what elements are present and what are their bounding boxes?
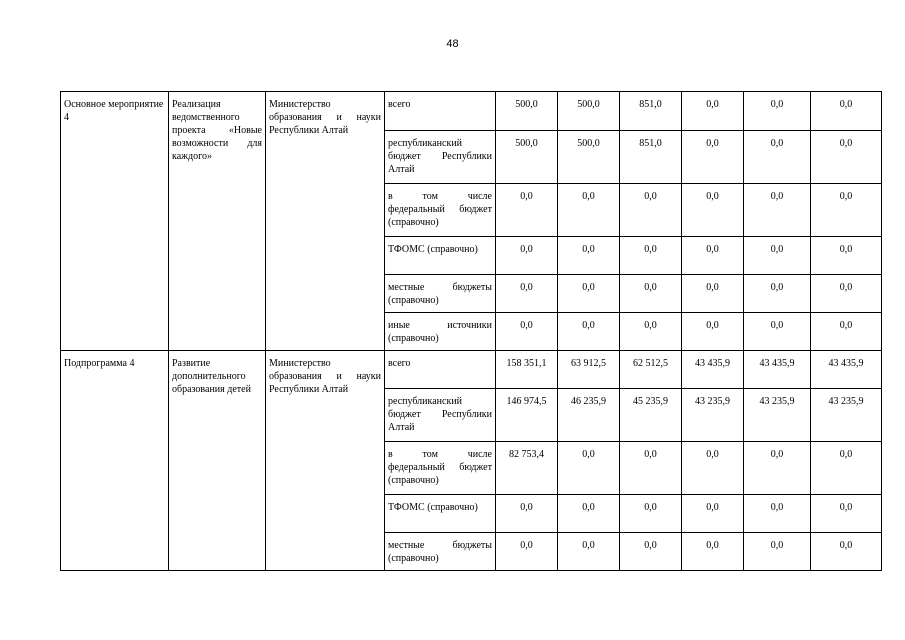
value-cell: 0,0: [744, 92, 811, 131]
funding-source-cell: в том числе федеральный бюджет (справочно): [385, 442, 496, 495]
funding-source-cell: местные бюджеты (справочно): [385, 533, 496, 571]
value-cell: 0,0: [811, 495, 882, 533]
value-cell: 0,0: [682, 237, 744, 275]
value-cell: 0,0: [811, 131, 882, 184]
value-cell: 0,0: [682, 92, 744, 131]
value-cell: 500,0: [496, 131, 558, 184]
value-cell: 0,0: [682, 533, 744, 571]
value-cell: 0,0: [682, 442, 744, 495]
executor-cell: Министерство образования и науки Республики Алтай: [266, 92, 385, 351]
value-cell: 0,0: [744, 495, 811, 533]
value-cell: 0,0: [620, 495, 682, 533]
program-description-cell: Развитие дополнительного образования детей: [169, 351, 266, 571]
value-cell: 0,0: [682, 313, 744, 351]
value-cell: 0,0: [558, 184, 620, 237]
value-cell: 146 974,5: [496, 389, 558, 442]
program-description-cell: Реализация ведомственного проекта «Новые возможности для каждого»: [169, 92, 266, 351]
value-cell: 0,0: [682, 275, 744, 313]
value-cell: 82 753,4: [496, 442, 558, 495]
value-cell: 0,0: [744, 533, 811, 571]
value-cell: 0,0: [496, 237, 558, 275]
value-cell: 0,0: [620, 184, 682, 237]
value-cell: 0,0: [744, 131, 811, 184]
value-cell: 0,0: [811, 313, 882, 351]
value-cell: 46 235,9: [558, 389, 620, 442]
value-cell: 0,0: [811, 184, 882, 237]
value-cell: 43 235,9: [744, 389, 811, 442]
value-cell: 43 435,9: [811, 351, 882, 389]
funding-source-cell: республиканский бюджет Республики Алтай: [385, 389, 496, 442]
funding-source-cell: всего: [385, 351, 496, 389]
funding-source-cell: республиканский бюджет Республики Алтай: [385, 131, 496, 184]
value-cell: 0,0: [558, 313, 620, 351]
funding-source-cell: ТФОМС (справочно): [385, 237, 496, 275]
value-cell: 0,0: [620, 533, 682, 571]
value-cell: 0,0: [682, 131, 744, 184]
funding-source-cell: всего: [385, 92, 496, 131]
program-name-cell: Основное мероприятие 4: [61, 92, 169, 351]
funding-source-cell: в том числе федеральный бюджет (справочно): [385, 184, 496, 237]
value-cell: 851,0: [620, 131, 682, 184]
value-cell: 0,0: [496, 495, 558, 533]
value-cell: 0,0: [744, 442, 811, 495]
value-cell: 0,0: [558, 237, 620, 275]
value-cell: 0,0: [496, 275, 558, 313]
value-cell: 500,0: [558, 92, 620, 131]
value-cell: 0,0: [620, 275, 682, 313]
value-cell: 0,0: [811, 275, 882, 313]
value-cell: 0,0: [744, 184, 811, 237]
value-cell: 63 912,5: [558, 351, 620, 389]
table-row: [61, 351, 882, 389]
program-name-cell: Подпрограмма 4: [61, 351, 169, 571]
value-cell: 0,0: [620, 237, 682, 275]
value-cell: 0,0: [682, 495, 744, 533]
value-cell: 0,0: [620, 442, 682, 495]
value-cell: 0,0: [496, 533, 558, 571]
value-cell: 0,0: [744, 275, 811, 313]
value-cell: 45 235,9: [620, 389, 682, 442]
value-cell: 0,0: [496, 184, 558, 237]
table-row: [61, 92, 882, 131]
value-cell: 0,0: [682, 184, 744, 237]
value-cell: 62 512,5: [620, 351, 682, 389]
value-cell: 0,0: [811, 442, 882, 495]
funding-source-cell: иные источники (справочно): [385, 313, 496, 351]
funding-source-cell: местные бюджеты (справочно): [385, 275, 496, 313]
value-cell: 0,0: [744, 237, 811, 275]
value-cell: 0,0: [744, 313, 811, 351]
value-cell: 0,0: [558, 442, 620, 495]
value-cell: 43 235,9: [811, 389, 882, 442]
value-cell: 43 435,9: [682, 351, 744, 389]
value-cell: 500,0: [558, 131, 620, 184]
value-cell: 43 435,9: [744, 351, 811, 389]
budget-table: [60, 91, 882, 571]
value-cell: 851,0: [620, 92, 682, 131]
value-cell: 0,0: [811, 92, 882, 131]
value-cell: 500,0: [496, 92, 558, 131]
value-cell: 0,0: [811, 237, 882, 275]
executor-cell: Министерство образования и науки Республики Алтай: [266, 351, 385, 571]
value-cell: 0,0: [558, 275, 620, 313]
page-number: 48: [446, 38, 459, 50]
value-cell: 0,0: [496, 313, 558, 351]
value-cell: 158 351,1: [496, 351, 558, 389]
value-cell: 0,0: [558, 533, 620, 571]
value-cell: 43 235,9: [682, 389, 744, 442]
funding-source-cell: ТФОМС (справочно): [385, 495, 496, 533]
value-cell: 0,0: [811, 533, 882, 571]
value-cell: 0,0: [620, 313, 682, 351]
value-cell: 0,0: [558, 495, 620, 533]
